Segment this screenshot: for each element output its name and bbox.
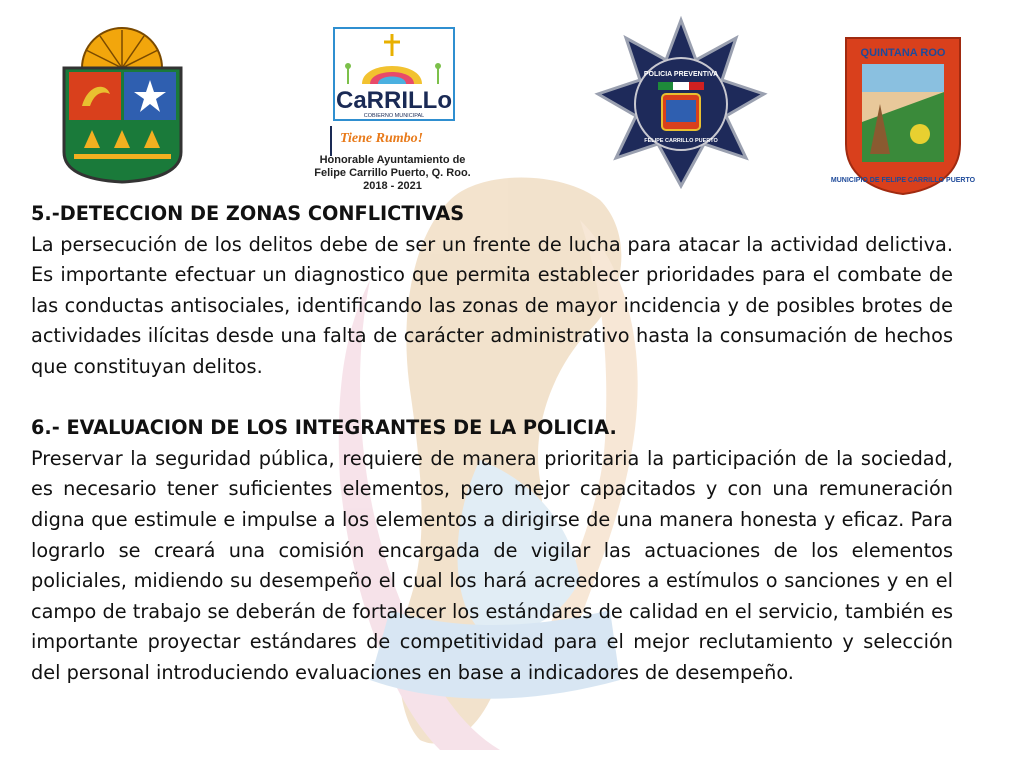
ayuntamiento-line-1: Honorable Ayuntamiento de: [319, 154, 466, 166]
section-6-body: Preservar la seguridad pública, requiere de manera prioritaria la participación de la sociedad, es necesario tener suficientes elementos, pero mejor capacitados y con una remuneración digna que estimule e impulse a los elementos a dirigirse de una manera honesta y eficaz. Para lograrlo se creará una comisión encargada de vigilar las actuaciones de los elementos policiales, midiendo su desempeño el cual los hará acreedores a estímulos o sanciones y en el campo de trabajo se deberán de fortalecer los estándares de calidad en el servicio, también es importante proyectar estándares de competitividad para el mejor reclutamiento y selección del personal introduciendo evaluaciones en base a indicadores de desempeño.: [31, 446, 953, 684]
document-body: [31, 199, 953, 689]
municipio-felipe-carrillo-puerto-shield-logo: [830, 34, 976, 196]
svg-text:MUNICIPIO DE FELIPE CARRILLO P: MUNICIPIO DE FELIPE CARRILLO PUERTO: [830, 177, 976, 184]
svg-text:POLICIA PREVENTIVA: POLICIA PREVENTIVA: [643, 71, 719, 78]
section-6-title: 6.- EVALUACION DE LOS INTEGRANTES DE LA POLICIA.: [31, 416, 617, 440]
administration-period: 2018 - 2021: [363, 180, 422, 192]
svg-text:FELIPE CARRILLO PUERTO: FELIPE CARRILLO PUERTO: [644, 138, 718, 144]
carrillo-gobierno-municipal-logo: [300, 26, 485, 196]
svg-text:COBIERNO MUNICIPAL: COBIERNO MUNICIPAL: [363, 113, 425, 119]
quintana-roo-shield-logo: [60, 24, 185, 184]
section-5-title: 5.-DETECCION DE ZONAS CONFLICTIVAS: [31, 202, 465, 225]
svg-text:QUINTANA ROO: QUINTANA ROO: [860, 47, 946, 59]
section-spacer: [31, 383, 953, 414]
section-5-body: La persecución de los delitos debe de ser un frente de lucha para atacar la actividad delictiva. Es importante efectuar un diagnostico que permita establecer prioridades para el combate de las conductas antisociales, identificando las zonas de mayor incidencia y de posibles brotes de actividades ilícitas desde una falta de carácter administrativo hasta la consumación de hechos que constituyan delitos.: [31, 232, 953, 378]
policia-preventiva-badge-logo: [596, 18, 766, 188]
svg-text:Tiene Rumbo!: Tiene Rumbo!: [340, 131, 424, 146]
svg-text:CaRRILLo: CaRRILLo: [336, 87, 452, 114]
ayuntamiento-line-2: Felipe Carrillo Puerto, Q. Roo.: [314, 167, 471, 179]
